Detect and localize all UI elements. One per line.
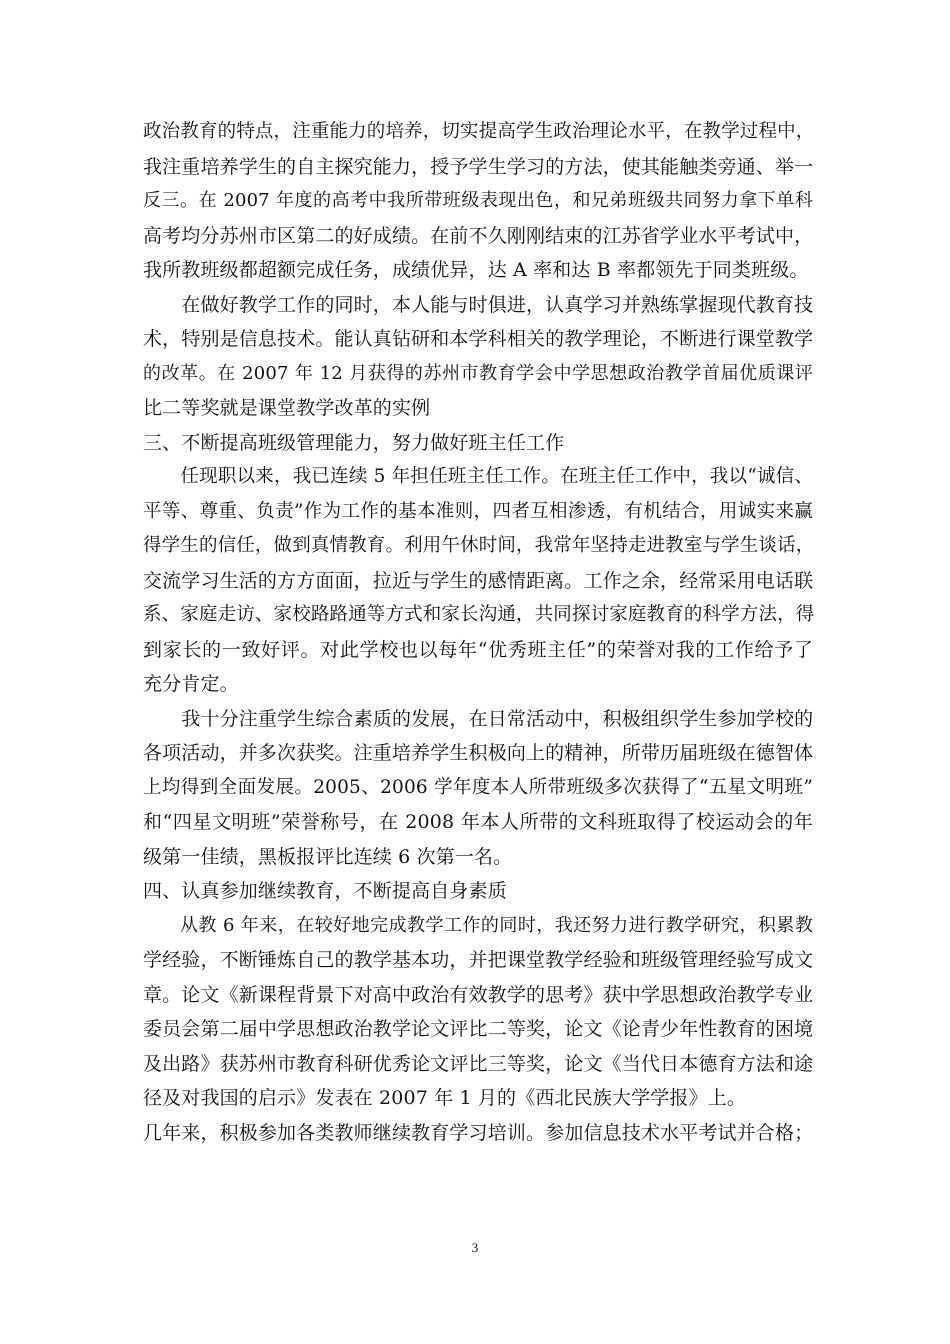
text-line: 上均得到全面发展。2005、2006 学年度本人所带班级多次获得了“五星文明班” — [143, 776, 813, 798]
text-line: 充分肯定。 — [143, 673, 239, 695]
text-line: 我注重培养学生的自主探究能力，授予学生学习的方法，使其能触类旁通、举一 — [143, 155, 814, 178]
section-heading: 三、不断提高班级管理能力，努力做好班主任工作 — [143, 431, 565, 454]
text-line: 在做好教学工作的同时，本人能与时俱进，认真学习并熟练掌握现代教育技 — [143, 293, 814, 316]
text-line: 比二等奖就是课堂教学改革的实例 — [143, 397, 431, 419]
text-line: 到家长的一致好评。对此学校也以每年“优秀班主任”的荣誉对我的工作给予了 — [143, 638, 813, 661]
text-line: 高考均分苏州市区第二的好成绩。在前不久刚刚结束的江苏省学业水平考试中， — [143, 224, 814, 247]
section-heading: 四、认真参加继续教育，不断提高自身素质 — [143, 880, 507, 902]
text-line: 级第一佳绩，黑板报评比连续 6 次第一名。 — [143, 845, 513, 868]
text-line: 我所教班级都超额完成任务，成绩优异，达 A 率和达 B 率都领先于同类班级。 — [143, 259, 809, 281]
text-line: 委员会第二届中学思想政治教学论文评比二等奖，论文《论青少年性教育的困境 — [143, 1018, 814, 1040]
text-line: 反三。在 2007 年度的高考中我所带班级表现出色，和兄弟班级共同努力拿下单科 — [143, 190, 813, 211]
text-line: 学经验，不断锤炼自己的教学基本功，并把课堂教学经验和班级管理经验写成文 — [143, 949, 814, 971]
text-line: 我十分注重学生综合素质的发展，在日常活动中，积极组织学生参加学校的 — [143, 707, 814, 730]
page-number: 3 — [471, 1240, 479, 1255]
text-line: 交流学习生活的方方面面，拉近与学生的感情距离。工作之余，经常采用电话联 — [143, 569, 814, 592]
text-line: 系、家庭走访、家校路路通等方式和家长沟通，共同探讨家庭教育的科学方法，得 — [143, 604, 815, 625]
text-line: 任现职以来，我已连续 5 年担任班主任工作。在班主任工作中，我以“诚信、 — [143, 466, 813, 487]
text-line: 各项活动，并多次获奖。注重培养学生积极向上的精神，所带历届班级在德智体 — [143, 742, 814, 764]
document-body — [143, 115, 813, 1150]
text-line: 政治教育的特点，注重能力的培养，切实提高学生政治理论水平，在教学过程中， — [143, 121, 815, 142]
text-line: 的改革。在 2007 年 12 月获得的苏州市教育学会中学思想政治教学首届优质课评 — [143, 362, 813, 384]
text-line: 及出路》获苏州市教育科研优秀论文评比三等奖，论文《当代日本德育方法和途 — [143, 1052, 814, 1075]
text-line: 几年来，积极参加各类教师继续教育学习培训。参加信息技术水平考试并合格； — [143, 1121, 814, 1144]
text-line: 章。论文《新课程背景下对高中政治有效教学的思考》获中学思想政治教学专业 — [143, 983, 814, 1006]
text-line: 得学生的信任，做到真情教育。利用午休时间，我常年坚持走进教室与学生谈话， — [143, 535, 815, 556]
text-line: 径及对我国的启示》发表在 2007 年 1 月的《西北民族大学学报》上。 — [143, 1087, 747, 1109]
text-line: 和“四星文明班”荣誉称号，在 2008 年本人所带的文科班取得了校运动会的年 — [143, 811, 813, 833]
text-line: 从教 6 年来，在较好地完成教学工作的同时，我还努力进行教学研究，积累教 — [143, 914, 813, 936]
text-line: 术，特别是信息技术。能认真钻研和本学科相关的教学理论，不断进行课堂教学 — [143, 328, 814, 350]
text-line: 平等、尊重、负责”作为工作的基本准则，四者互相渗透，有机结合，用诚实来赢 — [143, 500, 813, 522]
